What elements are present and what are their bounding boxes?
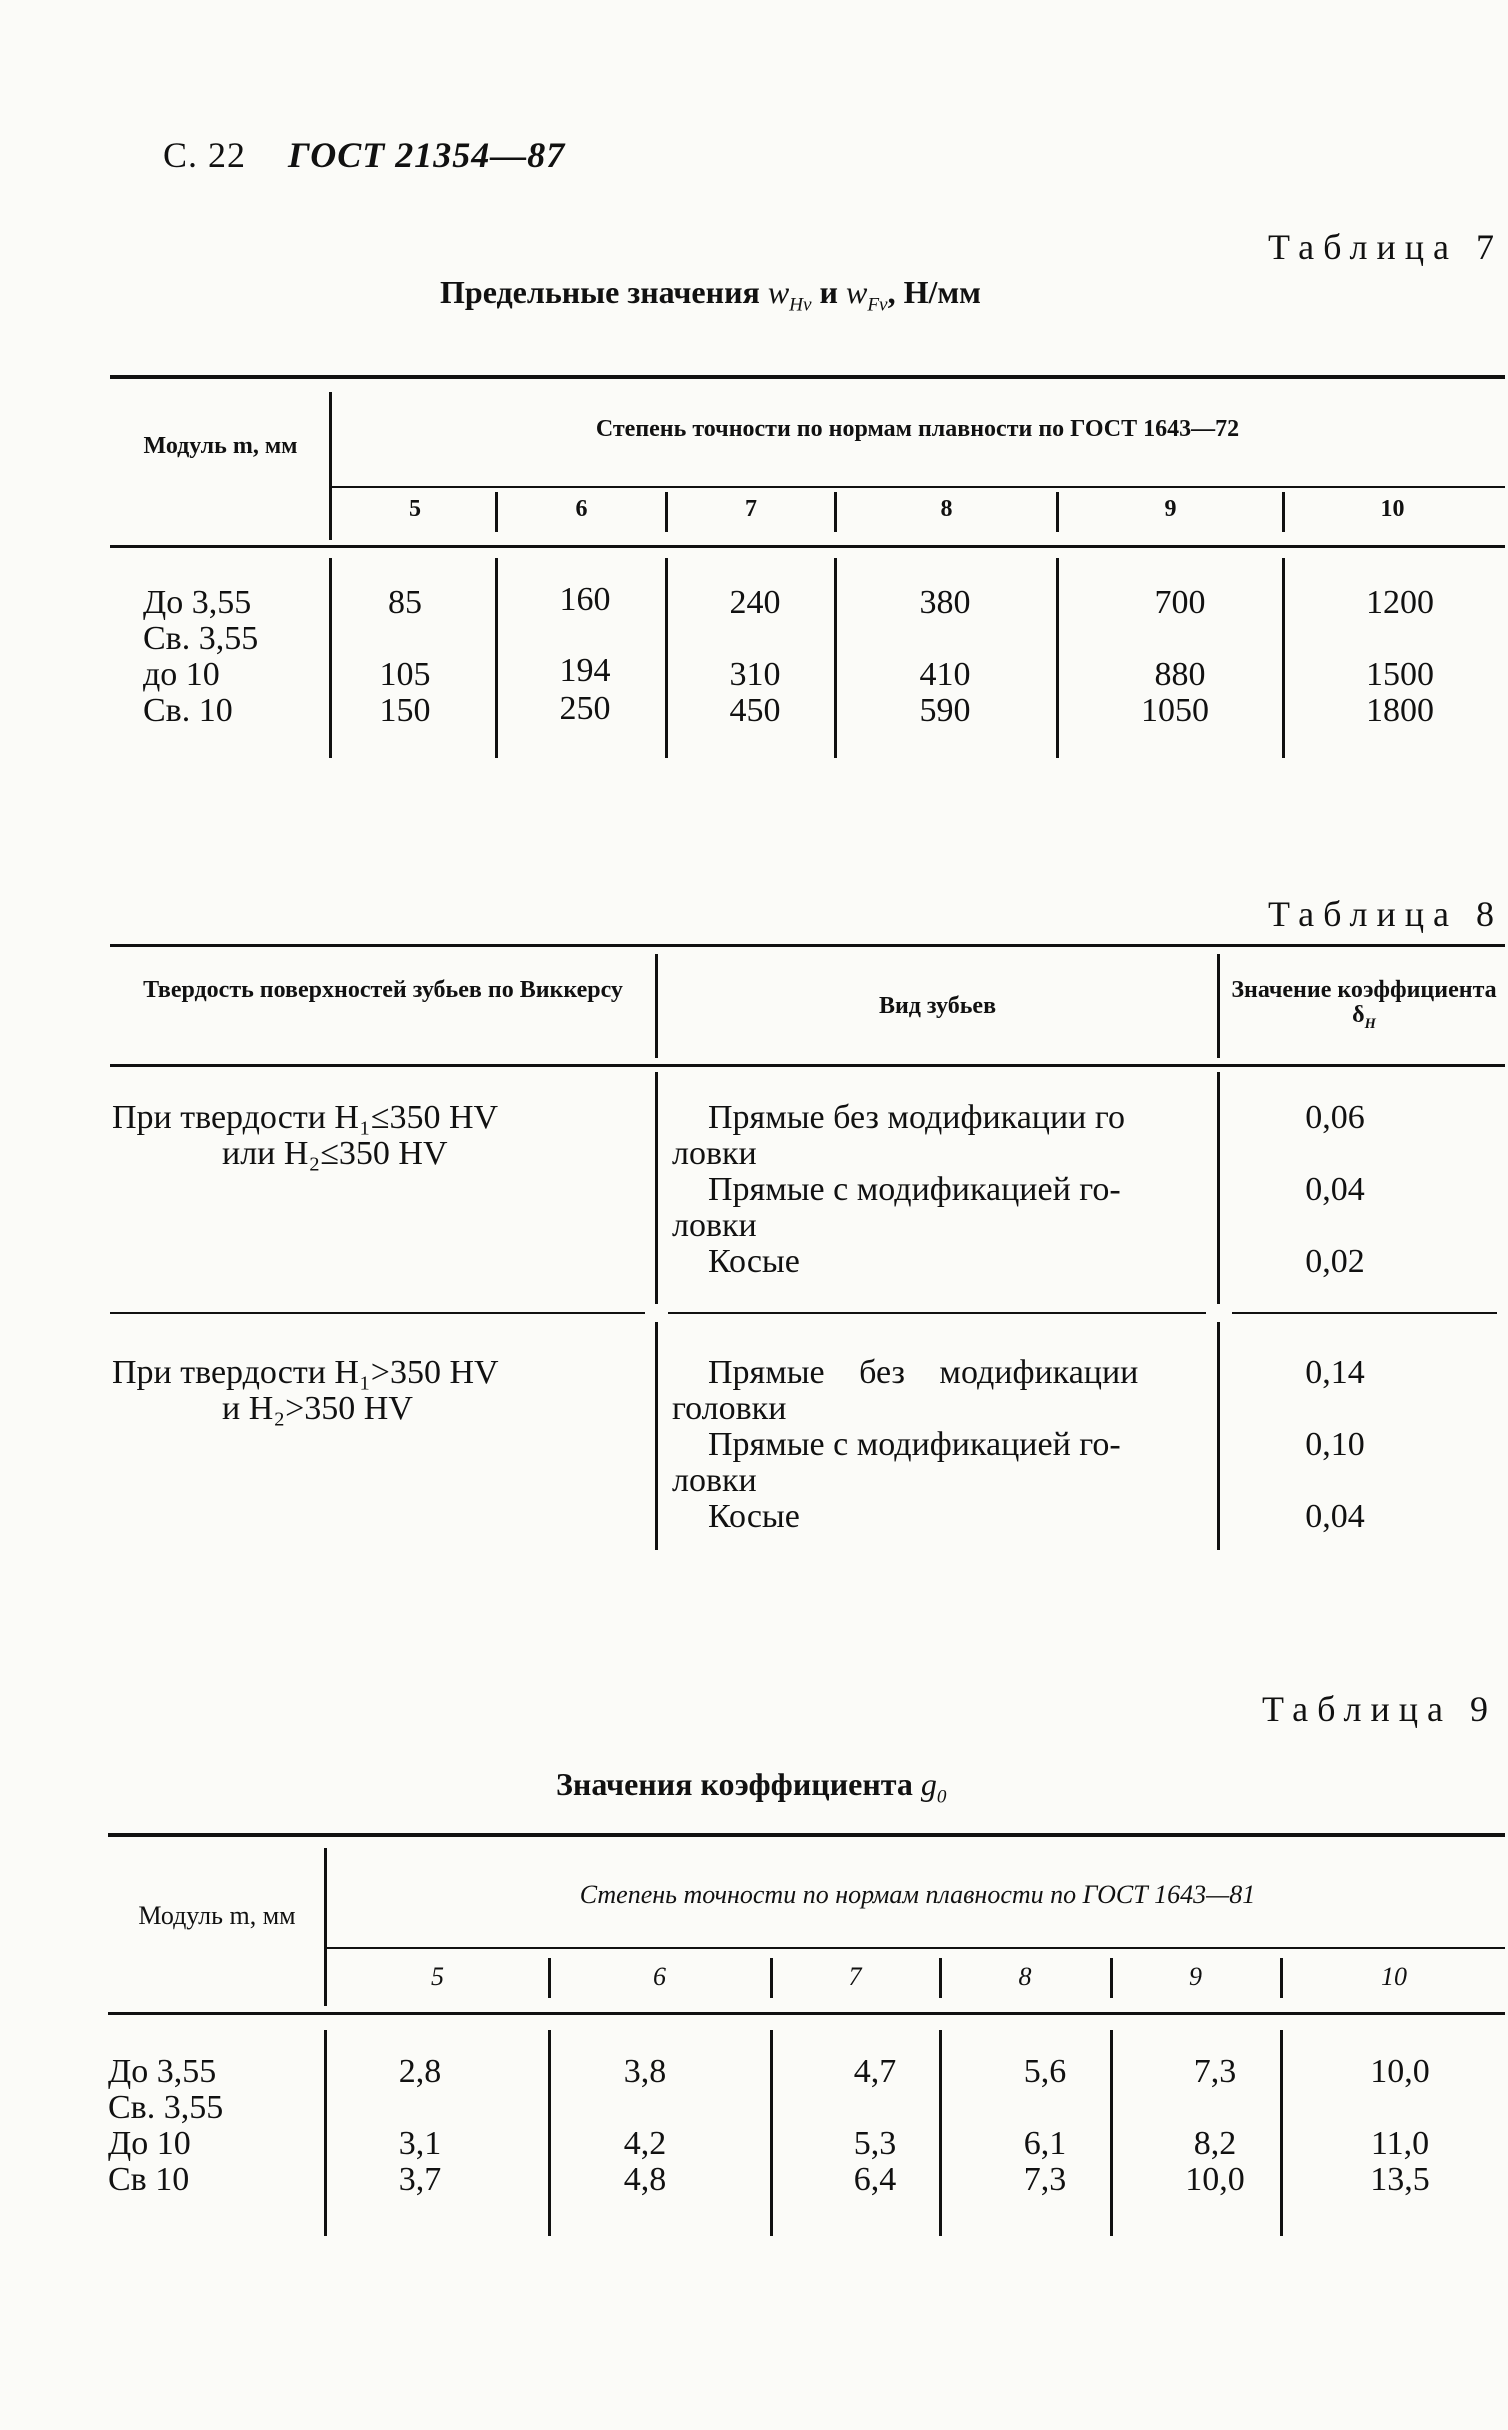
table9-vline (939, 2030, 942, 2236)
table9-head-rule (326, 1947, 1505, 1949)
table8-vline (1217, 1072, 1220, 1304)
table7-degree: 7 (745, 496, 757, 522)
table8-value: 0,14 (1305, 1354, 1365, 1391)
table7-vline (665, 558, 668, 758)
table9-cell: 3,1 (398, 2125, 442, 2162)
table8-hardness-2: При твердости H₁>350 HV и H₂>350 HV (112, 1354, 499, 1427)
table8-value: 0,10 (1305, 1426, 1365, 1463)
table7-cell: 250 (559, 690, 611, 727)
table9-cell: 3,8 (623, 2053, 667, 2090)
table7-vline (495, 558, 498, 758)
table9-cell: 4,7 (853, 2053, 897, 2090)
table8-vline (655, 1072, 658, 1304)
list-item: Косые (708, 1498, 800, 1535)
table8-type-group2 (672, 1355, 1207, 1535)
table8-hardness-1: При твердости H₁≤350 HV или H₂≤350 HV (112, 1099, 499, 1172)
table9-cell: 10,0 (1370, 2053, 1430, 2090)
table7-cell: 150 (379, 692, 431, 729)
table9-label: Таблица 9 (1262, 1689, 1497, 1729)
table9-degree: 8 (1018, 1962, 1032, 1991)
table7-module-head: Модуль m, мм (143, 433, 298, 459)
table7-label: Таблица 7 (1268, 227, 1503, 267)
table9-cell: 5,3 (853, 2125, 897, 2162)
table9-vline (324, 2030, 327, 2236)
table9-vline (1280, 1958, 1283, 1998)
table9-cell: 6,4 (853, 2161, 897, 2198)
table9-row-labels (108, 2054, 223, 2198)
table9-degree: 7 (848, 1962, 862, 1991)
table9-degree: 5 (431, 1962, 444, 1991)
table7-cell: 700 (1154, 584, 1206, 621)
table9-vline (548, 2030, 551, 2236)
table9-row-label: Св. 3,55 (108, 2089, 224, 2126)
table8-head-rule (110, 1064, 1505, 1067)
table7-degree: 9 (1164, 496, 1177, 522)
table7-cell: 160 (559, 581, 611, 618)
table7-row-label: Св. 10 (143, 692, 233, 729)
table9-cell: 4,8 (623, 2161, 667, 2198)
table9-cell: 8,2 (1193, 2125, 1237, 2162)
table7-caption: Предельные значения $w_{Hv}$ и $w_{Fv}$, Н/мм (440, 274, 981, 316)
table7-degree: 6 (575, 496, 588, 522)
table7-top-rule (110, 375, 1505, 379)
table9-cell: 3,7 (398, 2161, 442, 2198)
table7-vline (834, 558, 837, 758)
table7-cell: 380 (919, 584, 971, 621)
page-header (163, 134, 565, 176)
table9-vline (1110, 1958, 1113, 1998)
list-item: Прямые без модификации (708, 1354, 1139, 1391)
table7-vline (1282, 558, 1285, 758)
table8-value: 0,06 (1305, 1099, 1365, 1136)
table7-degree: 8 (940, 496, 953, 522)
table9-vline (1110, 2030, 1113, 2236)
table7-cell: 105 (379, 656, 431, 693)
list-item: Прямые с модификацией го- (708, 1426, 1121, 1463)
table9-vline (770, 2030, 773, 2236)
table9-body-rule (108, 2012, 1505, 2015)
table9-cell: 4,2 (623, 2125, 667, 2162)
table8-vline (655, 954, 658, 1058)
table9-cell: 2,8 (398, 2053, 442, 2090)
standard-number: ГОСТ 21354—87 (288, 135, 566, 175)
table8-value: 0,04 (1305, 1498, 1365, 1535)
table7-cell: 240 (729, 584, 781, 621)
table7-degree: 10 (1380, 496, 1405, 522)
table8-hardness-head: Твердость поверхностей зубьев по Виккерсу (143, 977, 623, 1003)
table7-cell: 194 (559, 652, 611, 689)
table7-vline (329, 392, 332, 540)
table7-head-rule (330, 486, 1505, 488)
table7-cell: 410 (919, 656, 971, 693)
table9-module-head: Модуль m, мм (138, 1901, 296, 1930)
page-number: С. 22 (163, 135, 247, 175)
table7-cell: 1200 (1366, 584, 1434, 621)
table8-coef-head: Значение коэффициента $\delta_H$ (1231, 977, 1497, 1032)
table8-group-rule (668, 1312, 1206, 1314)
list-item: головки (672, 1390, 787, 1427)
list-item: ловки (672, 1207, 757, 1244)
table9-vline (324, 1848, 327, 2006)
table9-cell: 7,3 (1193, 2053, 1237, 2090)
table7-cell: 1500 (1366, 656, 1434, 693)
table9-vline (939, 1958, 942, 1998)
table7-cell: 1800 (1366, 692, 1434, 729)
table8-group-rule (1232, 1312, 1497, 1314)
table7-cell: 450 (729, 692, 781, 729)
table9-degree: 6 (653, 1962, 666, 1991)
table7-vline (329, 558, 332, 758)
table7-row-label: Св. 3,55 (143, 620, 259, 657)
table7-cell: 590 (919, 692, 971, 729)
table8-label: Таблица 8 (1268, 894, 1503, 934)
table9-cell: 5,6 (1023, 2053, 1067, 2090)
table9-caption: Значения коэффициента $g_0$ (556, 1766, 947, 1808)
table8-vline (1217, 1322, 1220, 1550)
table9-top-rule (108, 1833, 1505, 1837)
table9-cell: 13,5 (1370, 2161, 1430, 2198)
table9-group-head: Степень точности по нормам плавности по ГОСТ 1643—81 (579, 1880, 1256, 1909)
table9-degree: 9 (1189, 1962, 1202, 1991)
table7-cell: 85 (388, 584, 422, 621)
table9-vline (548, 1958, 551, 1998)
table8-vline (655, 1322, 658, 1550)
table9-row-label: Св 10 (108, 2161, 190, 2198)
table8-type-head: Вид зубьев (878, 993, 997, 1019)
table9-vline (1280, 2030, 1283, 2236)
table7-cell: 880 (1154, 656, 1206, 693)
table9-cell: 7,3 (1023, 2161, 1067, 2198)
table9-cell: 11,0 (1370, 2125, 1430, 2162)
table7-cell: 1050 (1141, 692, 1209, 729)
list-item: Косые (708, 1243, 800, 1280)
table9-row-label: До 3,55 (108, 2053, 217, 2090)
table7-row-label: До 3,55 (143, 584, 252, 621)
table8-top-rule (110, 944, 1505, 947)
table7-cell: 310 (729, 656, 781, 693)
table9-cell: 6,1 (1023, 2125, 1067, 2162)
table9-row-label: До 10 (108, 2125, 191, 2162)
table8-vline (1217, 954, 1220, 1058)
table7-degree: 5 (409, 496, 421, 522)
list-item: Прямые без модификации го (708, 1099, 1125, 1136)
table7-vline (1056, 558, 1059, 758)
list-item: ловки (672, 1135, 757, 1172)
table8-group-rule (110, 1312, 645, 1314)
list-item: Прямые с модификацией го- (708, 1171, 1121, 1208)
table9-cell: 10,0 (1185, 2161, 1245, 2198)
table7-group-head: Степень точности по нормам плавности по ГОСТ 1643—72 (595, 416, 1240, 442)
table7-body-rule (110, 545, 1505, 548)
list-item: ловки (672, 1462, 757, 1499)
table8-type-group1 (672, 1100, 1207, 1280)
table7-row-labels (143, 585, 258, 729)
table9-vline (770, 1958, 773, 1998)
table8-value: 0,04 (1305, 1171, 1365, 1208)
table9-degree: 10 (1381, 1962, 1407, 1991)
table7-row-label: до 10 (143, 656, 220, 693)
table8-value: 0,02 (1305, 1243, 1365, 1280)
